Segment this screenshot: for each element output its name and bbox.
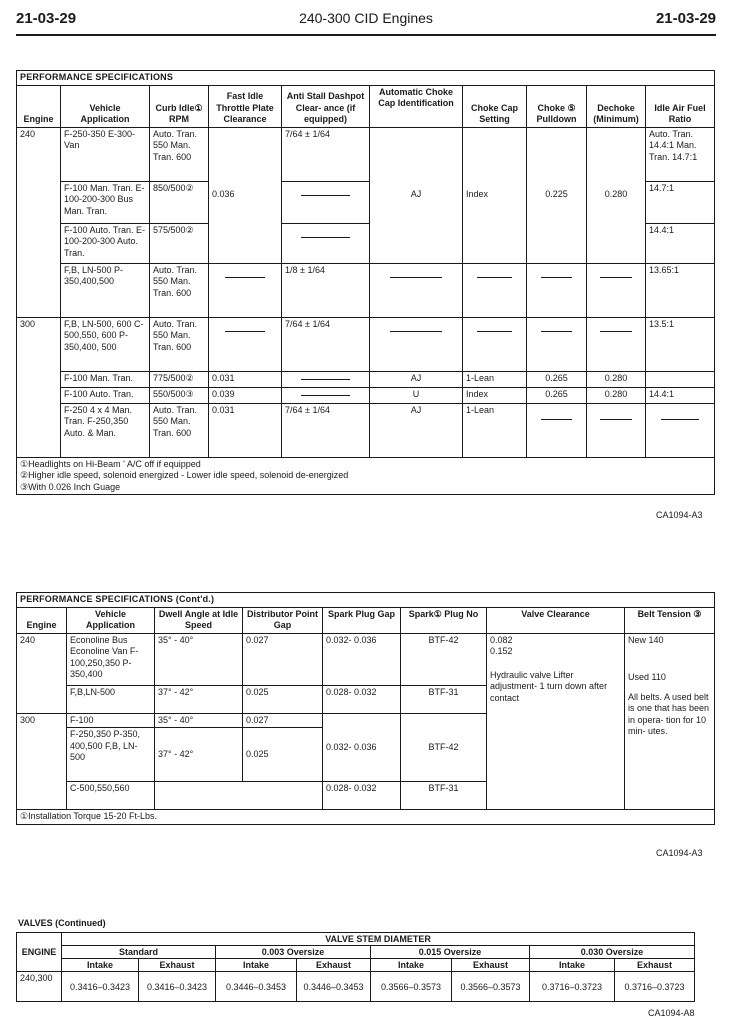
curb-idle: Auto. Tran. 550 Man. Tran. 600: [150, 127, 209, 181]
fast-idle-240: 0.036: [209, 127, 282, 263]
header-intake: Intake: [216, 959, 297, 972]
curb-idle: Auto. Tran. 550 Man. Tran. 600: [150, 263, 209, 317]
fast-idle: 0.031: [209, 403, 282, 457]
footnote-1: ①Headlights on Hi-Beam ' A/C off if equipped: [20, 458, 201, 469]
vehicle-app: F,B, LN-500, 600 C-500,550, 600 P-350,400, 500: [61, 317, 150, 371]
engine-300: 300: [17, 317, 61, 457]
choke-pulldown: 0.265: [527, 387, 587, 403]
dechoke-240: 0.280: [587, 127, 646, 263]
dwell-angle: 37° - 42°: [155, 728, 243, 782]
header-oversize-003: 0.003 Oversize: [216, 946, 371, 959]
idle-air: Auto. Tran. 14.4:1 Man. Tran. 14.7:1: [646, 127, 715, 181]
stem-diameter: 0.3416–0.3423: [139, 972, 216, 1002]
dwell-empty: [155, 782, 243, 810]
valve-stem-table: [16, 932, 695, 1002]
dwell-angle: 37° - 42°: [155, 685, 243, 713]
idle-air-none: [646, 403, 715, 457]
engine-240: 240: [17, 127, 61, 317]
header-valve-clearance: Valve Clearance: [487, 607, 625, 633]
header-valve-stem-diameter: VALVE STEM DIAMETER: [62, 933, 695, 946]
performance-specs-table: [16, 70, 715, 495]
choke-setting-none: [463, 263, 527, 317]
header-intake: Intake: [530, 959, 615, 972]
header-idle-air: Idle Air Fuel Ratio: [646, 85, 715, 127]
dechoke-none: [587, 403, 646, 457]
page-number-left: 21-03-29: [16, 10, 77, 27]
curb-idle: Auto. Tran. 550 Man. Tran. 600: [150, 403, 209, 457]
choke-id: U: [370, 387, 463, 403]
anti-stall-none: [282, 371, 370, 387]
choke-setting: 1-Lean: [463, 403, 527, 457]
choke-setting: Index: [463, 387, 527, 403]
spark-plug-gap: 0.028- 0.032: [323, 782, 401, 810]
table-row: [17, 317, 715, 371]
table-row: [17, 403, 715, 457]
valve-clearance-note: Hydraulic valve Lifter adjustment- 1 turn down after contact: [490, 669, 608, 703]
choke-setting-240: Index: [463, 127, 527, 263]
anti-stall: 7/64 ± 1/64: [282, 403, 370, 457]
header-standard: Standard: [62, 946, 216, 959]
anti-stall: 1/8 ± 1/64: [282, 263, 370, 317]
spark-plug-gap: 0.032- 0.036: [323, 633, 401, 685]
belt-tension: [625, 633, 715, 810]
distributor-gap: 0.025: [243, 685, 323, 713]
page-header: [16, 8, 716, 36]
header-anti-stall: Anti Stall Dashpot Clear- ance (if equipped): [282, 85, 370, 127]
header-exhaust: Exhaust: [297, 959, 371, 972]
anti-stall: 7/64 ± 1/64: [282, 317, 370, 371]
header-choke-cap: Choke Cap Setting: [463, 85, 527, 127]
idle-air: 13.65:1: [646, 263, 715, 317]
dechoke-none: [587, 263, 646, 317]
choke-id: AJ: [370, 403, 463, 457]
header-exhaust: Exhaust: [452, 959, 530, 972]
footnote-2: ②Higher idle speed, solenoid energized - Lower idle speed, solenoid de-energized: [20, 470, 349, 480]
spark-plug-gap: 0.032- 0.036: [323, 713, 401, 782]
header-distributor-gap: Distributor Point Gap: [243, 607, 323, 633]
anti-stall: 7/64 ± 1/64: [282, 127, 370, 181]
vehicle-app: F-250 4 x 4 Man. Tran. F-250,350 Auto. & Man.: [61, 403, 150, 457]
idle-air-empty: [646, 371, 715, 387]
vehicle-app: C-500,550,560: [67, 782, 155, 810]
vehicle-app: F,B,LN-500: [67, 685, 155, 713]
vehicle-app: F,B, LN-500 P-350,400,500: [61, 263, 150, 317]
page-number-right: 21-03-29: [655, 10, 716, 27]
header-dwell-angle: Dwell Angle at Idle Speed: [155, 607, 243, 633]
header-intake: Intake: [62, 959, 139, 972]
choke-id-240: AJ: [370, 127, 463, 263]
footnotes: [17, 457, 715, 495]
vehicle-app: F-100 Auto. Tran.: [61, 387, 150, 403]
choke-setting-none: [463, 317, 527, 371]
header-auto-choke: Automatic Choke Cap Identification: [370, 85, 463, 127]
dechoke: 0.280: [587, 371, 646, 387]
header-spark-plug-gap: Spark Plug Gap: [323, 607, 401, 633]
anti-stall-none: [282, 387, 370, 403]
header-engine: ENGINE: [17, 933, 62, 972]
curb-idle: 550/500③: [150, 387, 209, 403]
header-exhaust: Exhaust: [615, 959, 695, 972]
idle-air: 14.4:1: [646, 387, 715, 403]
belt-tension-new: New 140: [628, 634, 664, 645]
table-row: [17, 263, 715, 317]
valve-clearance: [487, 633, 625, 810]
header-dechoke: Dechoke (Minimum): [587, 85, 646, 127]
choke-setting: 1-Lean: [463, 371, 527, 387]
vehicle-app: F-250-350 E-300-Van: [61, 127, 150, 181]
spark-plug-no: BTF-31: [401, 685, 487, 713]
vehicle-app: F-100 Auto. Tran. E-100-200-300 Auto. Tran.: [61, 223, 150, 263]
anti-stall-none: [282, 223, 370, 263]
header-exhaust: Exhaust: [139, 959, 216, 972]
stem-diameter: 0.3716–0.3723: [615, 972, 695, 1002]
fast-idle-none: [209, 263, 282, 317]
performance-specs-title: PERFORMANCE SPECIFICATIONS: [17, 71, 715, 86]
figure-caption-3: CA1094-A8: [648, 1008, 695, 1018]
header-engine: Engine: [17, 607, 67, 633]
vehicle-app: F-250,350 P-350, 400,500 F,B, LN-500: [67, 728, 155, 782]
header-spark-plug-no: Spark① Plug No: [401, 607, 487, 633]
table-row: [17, 633, 715, 685]
idle-air: 13.5:1: [646, 317, 715, 371]
table-row: [17, 972, 695, 1002]
choke-pulldown-240: 0.225: [527, 127, 587, 263]
curb-idle: Auto. Tran. 550 Man. Tran. 600: [150, 317, 209, 371]
choke-pulldown-none: [527, 317, 587, 371]
fast-idle-none: [209, 317, 282, 371]
header-vehicle-application: Vehicle Application: [61, 85, 150, 127]
dechoke-none: [587, 317, 646, 371]
header-curb-idle: Curb Idle① RPM: [150, 85, 209, 127]
anti-stall-none: [282, 181, 370, 223]
fast-idle: 0.031: [209, 371, 282, 387]
choke-id: AJ: [370, 371, 463, 387]
engine: 240,300: [17, 972, 62, 1002]
vehicle-app: F-100 Man. Tran.: [61, 371, 150, 387]
distributor-gap: 0.027: [243, 713, 323, 728]
header-oversize-030: 0.030 Oversize: [530, 946, 695, 959]
curb-idle: 850/500②: [150, 181, 209, 223]
distributor-gap-empty: [243, 782, 323, 810]
belt-tension-note: All belts. A used belt is one that has been in opera- tion for 10 min- utes.: [628, 691, 710, 736]
engine-300: 300: [17, 713, 67, 810]
valve-clearance-2: 0.152: [490, 646, 513, 656]
footnotes-row: [17, 457, 715, 495]
choke-pulldown-none: [527, 263, 587, 317]
header-fast-idle: Fast Idle Throttle Plate Clearance: [209, 85, 282, 127]
vehicle-app: Econoline Bus Econoline Van F-100,250,350 P-350,400: [67, 633, 155, 685]
header-engine: Engine: [17, 85, 61, 127]
stem-diameter: 0.3446–0.3453: [216, 972, 297, 1002]
distributor-gap: 0.025: [243, 728, 323, 782]
spark-plug-no: BTF-42: [401, 713, 487, 782]
stem-diameter: 0.3566–0.3573: [452, 972, 530, 1002]
curb-idle: 575/500②: [150, 223, 209, 263]
dwell-angle: 35° - 40°: [155, 633, 243, 685]
stem-diameter: 0.3566–0.3573: [371, 972, 452, 1002]
fast-idle: 0.039: [209, 387, 282, 403]
performance-specs-contd-table: [16, 592, 715, 825]
dechoke: 0.280: [587, 387, 646, 403]
page-title: 240-300 CID Engines: [299, 10, 433, 26]
idle-air: 14.7:1: [646, 181, 715, 223]
table-row: [17, 371, 715, 387]
figure-caption-2: CA1094-A3: [656, 848, 703, 858]
vehicle-app: F-100: [67, 713, 155, 728]
footnote-row: [17, 810, 715, 825]
header-vehicle-application: Vehicle Application: [67, 607, 155, 633]
performance-specs-contd-title: PERFORMANCE SPECIFICATIONS (Cont'd.): [17, 593, 715, 608]
choke-pulldown-none: [527, 403, 587, 457]
header-choke-pulldown: Choke ⑤ Pulldown: [527, 85, 587, 127]
spark-plug-gap: 0.028- 0.032: [323, 685, 401, 713]
stem-diameter: 0.3416–0.3423: [62, 972, 139, 1002]
valve-clearance-1: 0.082: [490, 634, 513, 645]
valves-title: VALVES (Continued): [18, 918, 106, 928]
header-oversize-015: 0.015 Oversize: [371, 946, 530, 959]
engine-240: 240: [17, 633, 67, 713]
distributor-gap: 0.027: [243, 633, 323, 685]
spark-plug-no: BTF-42: [401, 633, 487, 685]
choke-id-none: [370, 263, 463, 317]
choke-pulldown: 0.265: [527, 371, 587, 387]
table-row: [17, 127, 715, 181]
table-row: [17, 387, 715, 403]
figure-caption-1: CA1094-A3: [656, 510, 703, 520]
vehicle-app: F-100 Man. Tran. E-100-200-300 Bus Man. Tran.: [61, 181, 150, 223]
dwell-angle: 35° - 40°: [155, 713, 243, 728]
choke-id-none: [370, 317, 463, 371]
footnote-torque: ①Installation Torque 15-20 Ft-Lbs.: [17, 810, 715, 825]
belt-tension-used: Used 110: [628, 672, 666, 682]
footnote-3: ③With 0.026 Inch Guage: [20, 481, 121, 492]
stem-diameter: 0.3716–0.3723: [530, 972, 615, 1002]
header-belt-tension: Belt Tension ③: [625, 607, 715, 633]
spark-plug-no: BTF-31: [401, 782, 487, 810]
curb-idle: 775/500②: [150, 371, 209, 387]
stem-diameter: 0.3446–0.3453: [297, 972, 371, 1002]
header-intake: Intake: [371, 959, 452, 972]
idle-air: 14.4:1: [646, 223, 715, 263]
